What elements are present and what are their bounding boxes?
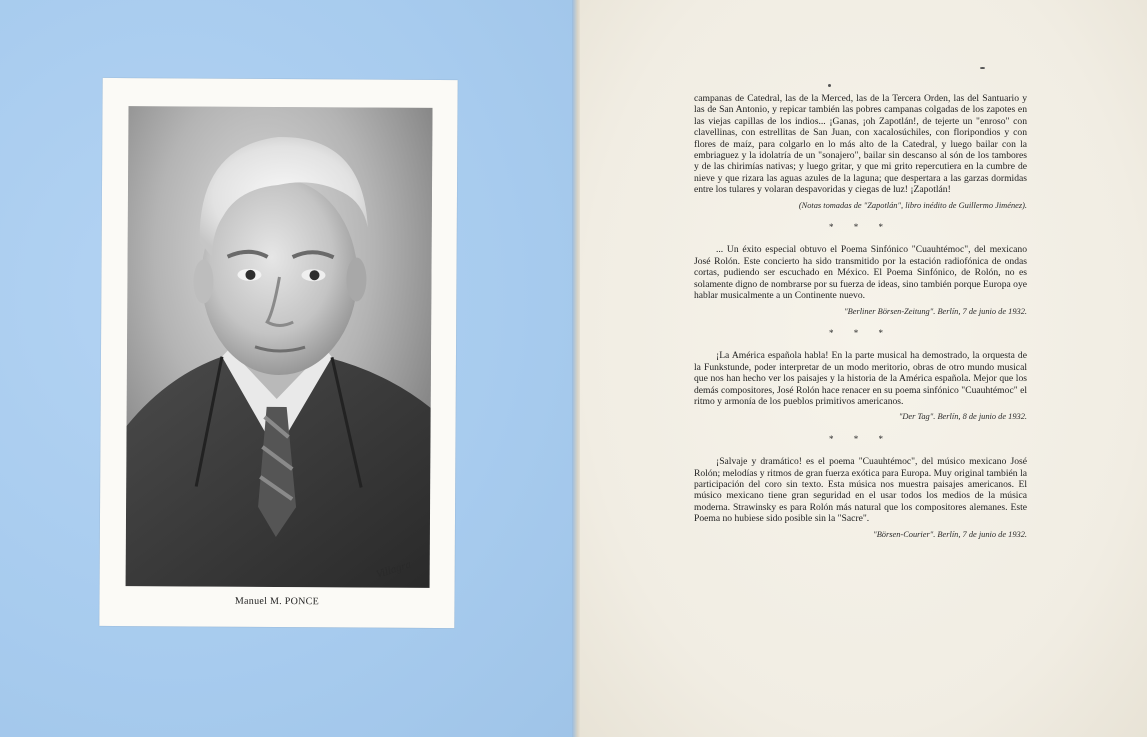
- section-separator: * * *: [829, 327, 892, 338]
- article-column: [694, 93, 1027, 540]
- section-3-citation: "Der Tag". Berlín, 8 de junio de 1932.: [898, 412, 1027, 422]
- photo-caption: Manuel M. PONCE: [234, 595, 320, 608]
- portrait-illustration: [126, 106, 433, 588]
- section-4-paragraph: ¡Salvaje y dramático! es el poema "Cuauhtémoc", del músico mexicano José Rolón; melodías y ritmos de gran fuerza exótica para Europa. Muy original también la participación del coro sin texto. Esta música nos muestra paisajes americanos. El músico mexicano tiene gran seguridad en el usar todos los medios de la música moderna. Strawinsky es para Rolón más natural que los compositores alemanes. Este Poema no hubiese sido posible sin la "Sacre".: [694, 456, 1027, 525]
- paper-speck: [980, 67, 985, 69]
- section-separator: * * *: [829, 433, 892, 444]
- section-3-paragraph: ¡La América española habla! En la parte musical ha demostrado, la orquesta de la Funkstunde, poder interpretar de un modo meritorio, obras de otro mundo musical que nos han hecho ver los paisajes y la historia de la América española. Mejor que los demás compositores, José Rolón hace renacer en su poema sinfónico "Cuauhtémoc" el ritmo y armonía de los pueblos primitivos americanos.: [694, 350, 1027, 407]
- section-1-citation: (Notas tomadas de "Zapotlán", libro inédito de Guillermo Jiménez).: [798, 200, 1027, 210]
- section-4-citation: "Börsen-Courier". Berlín, 7 de junio de 1932.: [873, 529, 1027, 539]
- paper-speck: [828, 84, 831, 87]
- portrait-photo: [126, 106, 433, 588]
- section-2-paragraph: ... Un éxito especial obtuvo el Poema Sinfónico "Cuauhtémoc", del mexicano José Rolón. Este concierto ha sido transmitido por la estación radiofónica de ondas cortas, pudiendo ser escuchado en México. El Poema Sinfónico, de Rolón, no es solamente digno de nombrarse por su fuerza de ideas, sino también porque Europa oye hablar musicalmente a un Continente nuevo.: [694, 244, 1028, 302]
- section-separator: * * *: [829, 222, 892, 233]
- section-2-citation: "Berliner Börsen-Zeitung". Berlín, 7 de junio de 1932.: [844, 306, 1027, 316]
- section-1-paragraph: campanas de Catedral, las de la Merced, las de la Tercera Orden, las del Santuario y las de San Antonio, y repicar también las pobres campanas colgadas de los zapotes en las viejas capillas de los indios... ¡Ganas, ¡oh Zapotlán!, de tejerte un "enroso" con clavellinas, con estrellitas de San Juan, con xacalosúchiles, con floripondios y con flores de maíz, para colgarlo en lo más alto de la Catedral, y luego bailar con la embriaguez y la idolatría de un "sonajero", bailar sin descanso al són de los tambores y de las chirimías nativas; y luego gritar, y que mi grito repercutiera en la cumbre de nieve y que rizara las aguas azules de la laguna; que despertara a las garzas dormidas entre los tulares y volaran despavoridas y ciegas de luz! ¡Zapotlán!: [694, 93, 1027, 196]
- photographer-signature: Villagra: [374, 558, 413, 581]
- photo-plate: [99, 78, 457, 628]
